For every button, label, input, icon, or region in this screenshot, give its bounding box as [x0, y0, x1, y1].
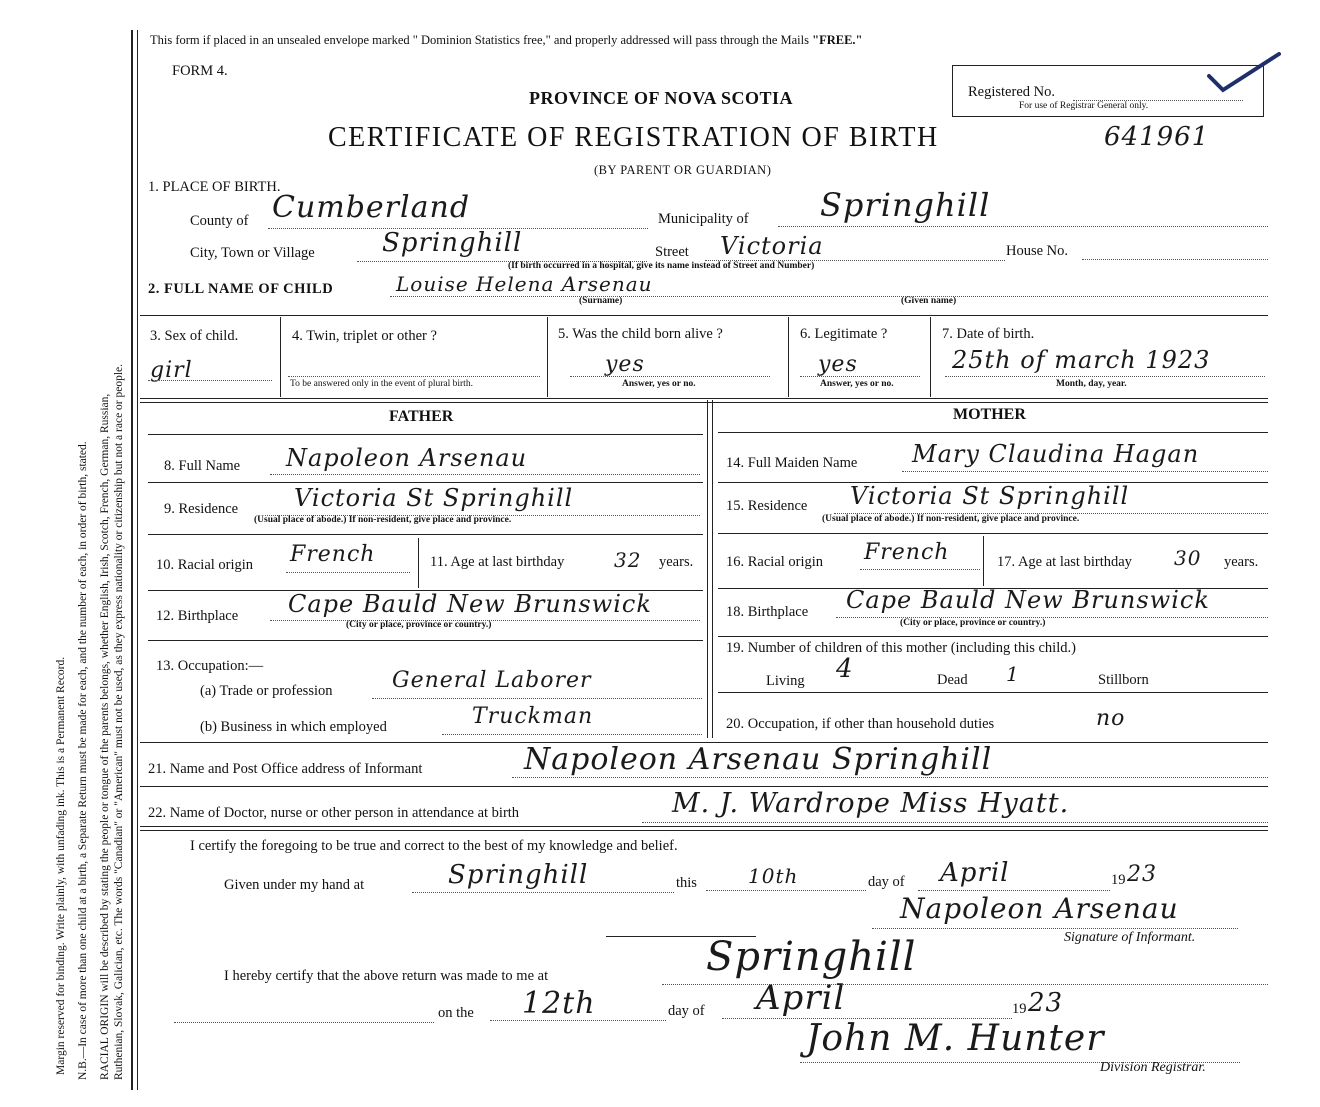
dead-value: 1 [1006, 662, 1020, 686]
legit-note: Answer, yes or no. [820, 379, 894, 389]
father-name-value: Napoleon Arsenau [286, 444, 528, 472]
margin-note: Margin reserved for binding. Write plainly, with unfading ink. This is a Permanent Record. [55, 656, 67, 1075]
year-prefix: 19 [1111, 872, 1126, 888]
informant-line [512, 777, 1268, 778]
registrar-lead-line [174, 1022, 434, 1023]
house-line [1082, 259, 1268, 260]
rule [148, 434, 703, 435]
rule-parents-top [140, 398, 1268, 399]
mother-name-value: Mary Claudina Hagan [912, 440, 1200, 468]
province-title: PROVINCE OF NOVA SCOTIA [529, 88, 794, 108]
twin-label: 4. Twin, triplet or other ? [292, 328, 437, 344]
father-race-label: 10. Racial origin [156, 557, 254, 573]
this-label: this [676, 875, 697, 891]
county-label: County of [190, 213, 249, 229]
dob-label: 7. Date of birth. [942, 326, 1035, 342]
registrar-place-line [662, 984, 1268, 985]
father-biz-value: Truckman [472, 704, 594, 729]
registered-note: For use of Registrar General only. [1019, 101, 1149, 111]
column-divider-2 [712, 400, 713, 738]
sex-line [148, 380, 272, 381]
father-heading: FATHER [389, 408, 454, 425]
registrar-year-prefix: 19 [1012, 1001, 1027, 1017]
father-res-label: 9. Residence [164, 501, 239, 517]
rule [718, 692, 1268, 693]
street-value: Victoria [720, 232, 824, 260]
father-biz-label: (b) Business in which employed [200, 719, 387, 735]
mother-age-value: 30 [1174, 546, 1202, 570]
rule [148, 640, 703, 641]
father-years: years. [659, 554, 694, 570]
father-trade-label: (a) Trade or profession [200, 683, 333, 699]
legit-label: 6. Legitimate ? [800, 326, 888, 342]
living-label: Living [766, 673, 805, 689]
given-day: 10th [748, 864, 799, 888]
registrar-day: 12th [522, 986, 596, 1021]
check-mark-icon [1205, 48, 1285, 98]
dob-value: 25th of march 1923 [952, 346, 1211, 374]
given-month: April [940, 858, 1010, 888]
place-section-label: 1. PLACE OF BIRTH. [148, 179, 281, 195]
mother-age-label: 17. Age at last birthday [997, 554, 1132, 570]
signature-label: Signature of Informant. [1064, 930, 1196, 945]
given-year: 23 [1127, 862, 1157, 887]
informant-value: Napoleon Arsenau Springhill [524, 742, 993, 777]
mother-heading: MOTHER [953, 406, 1026, 423]
mother-race-value: French [864, 540, 950, 565]
on-the-label: on the [438, 1005, 474, 1021]
alive-note: Answer, yes or no. [622, 379, 696, 389]
subtitle: (BY PARENT OR GUARDIAN) [594, 163, 772, 177]
cert-number: 641961 [1104, 122, 1210, 152]
month-line [918, 890, 1110, 891]
rule [718, 432, 1268, 433]
mother-res-label: 15. Residence [726, 498, 808, 514]
mother-years: years. [1224, 554, 1259, 570]
divider [930, 317, 931, 397]
rule [148, 534, 703, 535]
registrar-dayof-label: day of [668, 1003, 705, 1019]
given-place: Springhill [448, 860, 589, 890]
rule [718, 533, 1268, 534]
informant-label: 21. Name and Post Office address of Informant [148, 761, 423, 777]
street-label: Street [655, 244, 689, 260]
municipality-value: Springhill [820, 186, 991, 224]
registrar-signature: John M. Hunter [806, 1018, 1105, 1059]
registrar-year: 23 [1028, 988, 1064, 1018]
surname-note: (Surname) [579, 296, 623, 306]
rule-parents-top-2 [140, 402, 1268, 403]
county-value: Cumberland [272, 190, 471, 225]
rule [140, 786, 1268, 787]
father-trade-line [372, 698, 702, 699]
mother-res-value: Victoria St Springhill [850, 482, 1130, 510]
child-name-label: 2. FULL NAME OF CHILD [148, 281, 334, 297]
informant-signature: Napoleon Arsenau [900, 892, 1179, 925]
certify-text: I certify the foregoing to be true and correct to the best of my knowledge and belief. [190, 838, 678, 854]
column-divider [707, 400, 708, 738]
doctor-label: 22. Name of Doctor, nurse or other person in attendance at birth [148, 805, 520, 821]
dob-note: Month, day, year. [1056, 379, 1127, 389]
mother-occ-label: 20. Occupation, if other than household duties [726, 716, 995, 732]
day-of-label: day of [868, 874, 905, 890]
rule-top-boxes [140, 315, 1268, 316]
city-label: City, Town or Village [190, 245, 315, 261]
dead-label: Dead [937, 672, 968, 688]
stillborn-label: Stillborn [1098, 672, 1149, 688]
child-name-line [390, 296, 1268, 297]
father-res-note: (Usual place of abode.) If non-resident, give place and province. [254, 515, 512, 525]
doctor-value: M. J. Wardrope Miss Hyatt. [672, 788, 1070, 819]
registrar-day-line [490, 1020, 666, 1021]
legit-value: yes [818, 352, 858, 377]
page-title: CERTIFICATE OF REGISTRATION OF BIRTH [328, 122, 939, 153]
mail-note: This form if placed in an unsealed envelope marked " Dominion Statistics free," and properly addressed will pass through the Mails "FREE." [150, 33, 863, 47]
living-value: 4 [836, 654, 854, 684]
divider [788, 317, 789, 397]
registrar-title: Division Registrar. [1100, 1060, 1206, 1075]
child-name-value: Louise Helena Arsenau [396, 272, 653, 296]
racial-note-2: Ruthenian, Slovak, Galician, etc. The words "Canadian" or "American" must not be used, as they express nationality or citizenship but not a race or people. [113, 363, 125, 1080]
hospital-note: (If birth occurred in a hospital, give its name instead of Street and Number) [508, 261, 815, 271]
alive-line [570, 376, 770, 377]
father-res-value: Victoria St Springhill [294, 484, 574, 512]
city-value: Springhill [382, 228, 523, 258]
alive-value: yes [605, 352, 645, 377]
margin-rule [131, 30, 133, 1090]
given-name-note: (Given name) [901, 296, 957, 306]
mother-bp-note: (City or place, province or country.) [900, 618, 1046, 628]
margin-rule-inner [137, 30, 138, 1090]
mother-bp-label: 18. Birthplace [726, 604, 809, 620]
rule [718, 636, 1268, 637]
divider [418, 538, 419, 588]
mother-children-label: 19. Number of children of this mother (including this child.) [726, 640, 1076, 656]
sex-label: 3. Sex of child. [150, 328, 239, 344]
mother-race-line [860, 569, 980, 570]
father-bp-note: (City or place, province or country.) [346, 620, 492, 630]
registrar-text: I hereby certify that the above return was made to me at [224, 968, 549, 984]
mother-race-label: 16. Racial origin [726, 554, 824, 570]
legit-line [800, 376, 920, 377]
father-age-value: 32 [614, 548, 642, 572]
mother-name-label: 14. Full Maiden Name [726, 455, 858, 471]
father-bp-value: Cape Bauld New Brunswick [288, 590, 652, 618]
twin-note: To be answered only in the event of plural birth. [290, 379, 473, 389]
registrar-month: April [756, 978, 846, 1018]
father-trade-value: General Laborer [392, 668, 592, 693]
divider [280, 317, 281, 397]
nb-note: N.B.—In case of more than one child at a birth, a Separate Return must be made for each, and the number of each, in order of birth, stated. [77, 441, 89, 1080]
rule [148, 482, 703, 483]
divider [547, 317, 548, 397]
mother-name-line [902, 471, 1268, 472]
rule [140, 826, 1268, 827]
father-bp-label: 12. Birthplace [156, 608, 239, 624]
father-race-value: French [290, 542, 376, 567]
rule-2 [140, 830, 1268, 831]
racial-note-1: RACIAL ORIGIN will be described by stating the people or tongue of the parents belongs, whether English, Irish, Scotch, French, German, Russian, [99, 393, 111, 1080]
twin-line [288, 376, 540, 377]
sex-value: girl [150, 358, 193, 383]
signature-line [872, 928, 1238, 929]
father-name-label: 8. Full Name [164, 458, 241, 474]
mother-bp-value: Cape Bauld New Brunswick [846, 586, 1210, 614]
day-line [706, 890, 866, 891]
divider [983, 536, 984, 586]
given-line [412, 892, 674, 893]
father-biz-line [442, 734, 702, 735]
alive-label: 5. Was the child born alive ? [558, 326, 723, 342]
doctor-line [642, 822, 1268, 823]
dob-line [945, 376, 1265, 377]
house-label: House No. [1006, 243, 1069, 259]
form-number: FORM 4. [172, 63, 228, 79]
registrar-place: Springhill [706, 934, 917, 980]
given-label: Given under my hand at [224, 877, 365, 893]
father-name-line [270, 474, 700, 475]
mother-res-note: (Usual place of abode.) If non-resident, give place and province. [822, 514, 1080, 524]
registered-label: Registered No. [968, 84, 1055, 100]
municipality-label: Municipality of [658, 211, 749, 227]
mother-occ-value: no [1096, 706, 1126, 731]
father-race-line [286, 572, 410, 573]
father-occ-label: 13. Occupation:— [156, 658, 264, 674]
father-age-label: 11. Age at last birthday [430, 554, 565, 570]
municipality-line [778, 226, 1268, 227]
